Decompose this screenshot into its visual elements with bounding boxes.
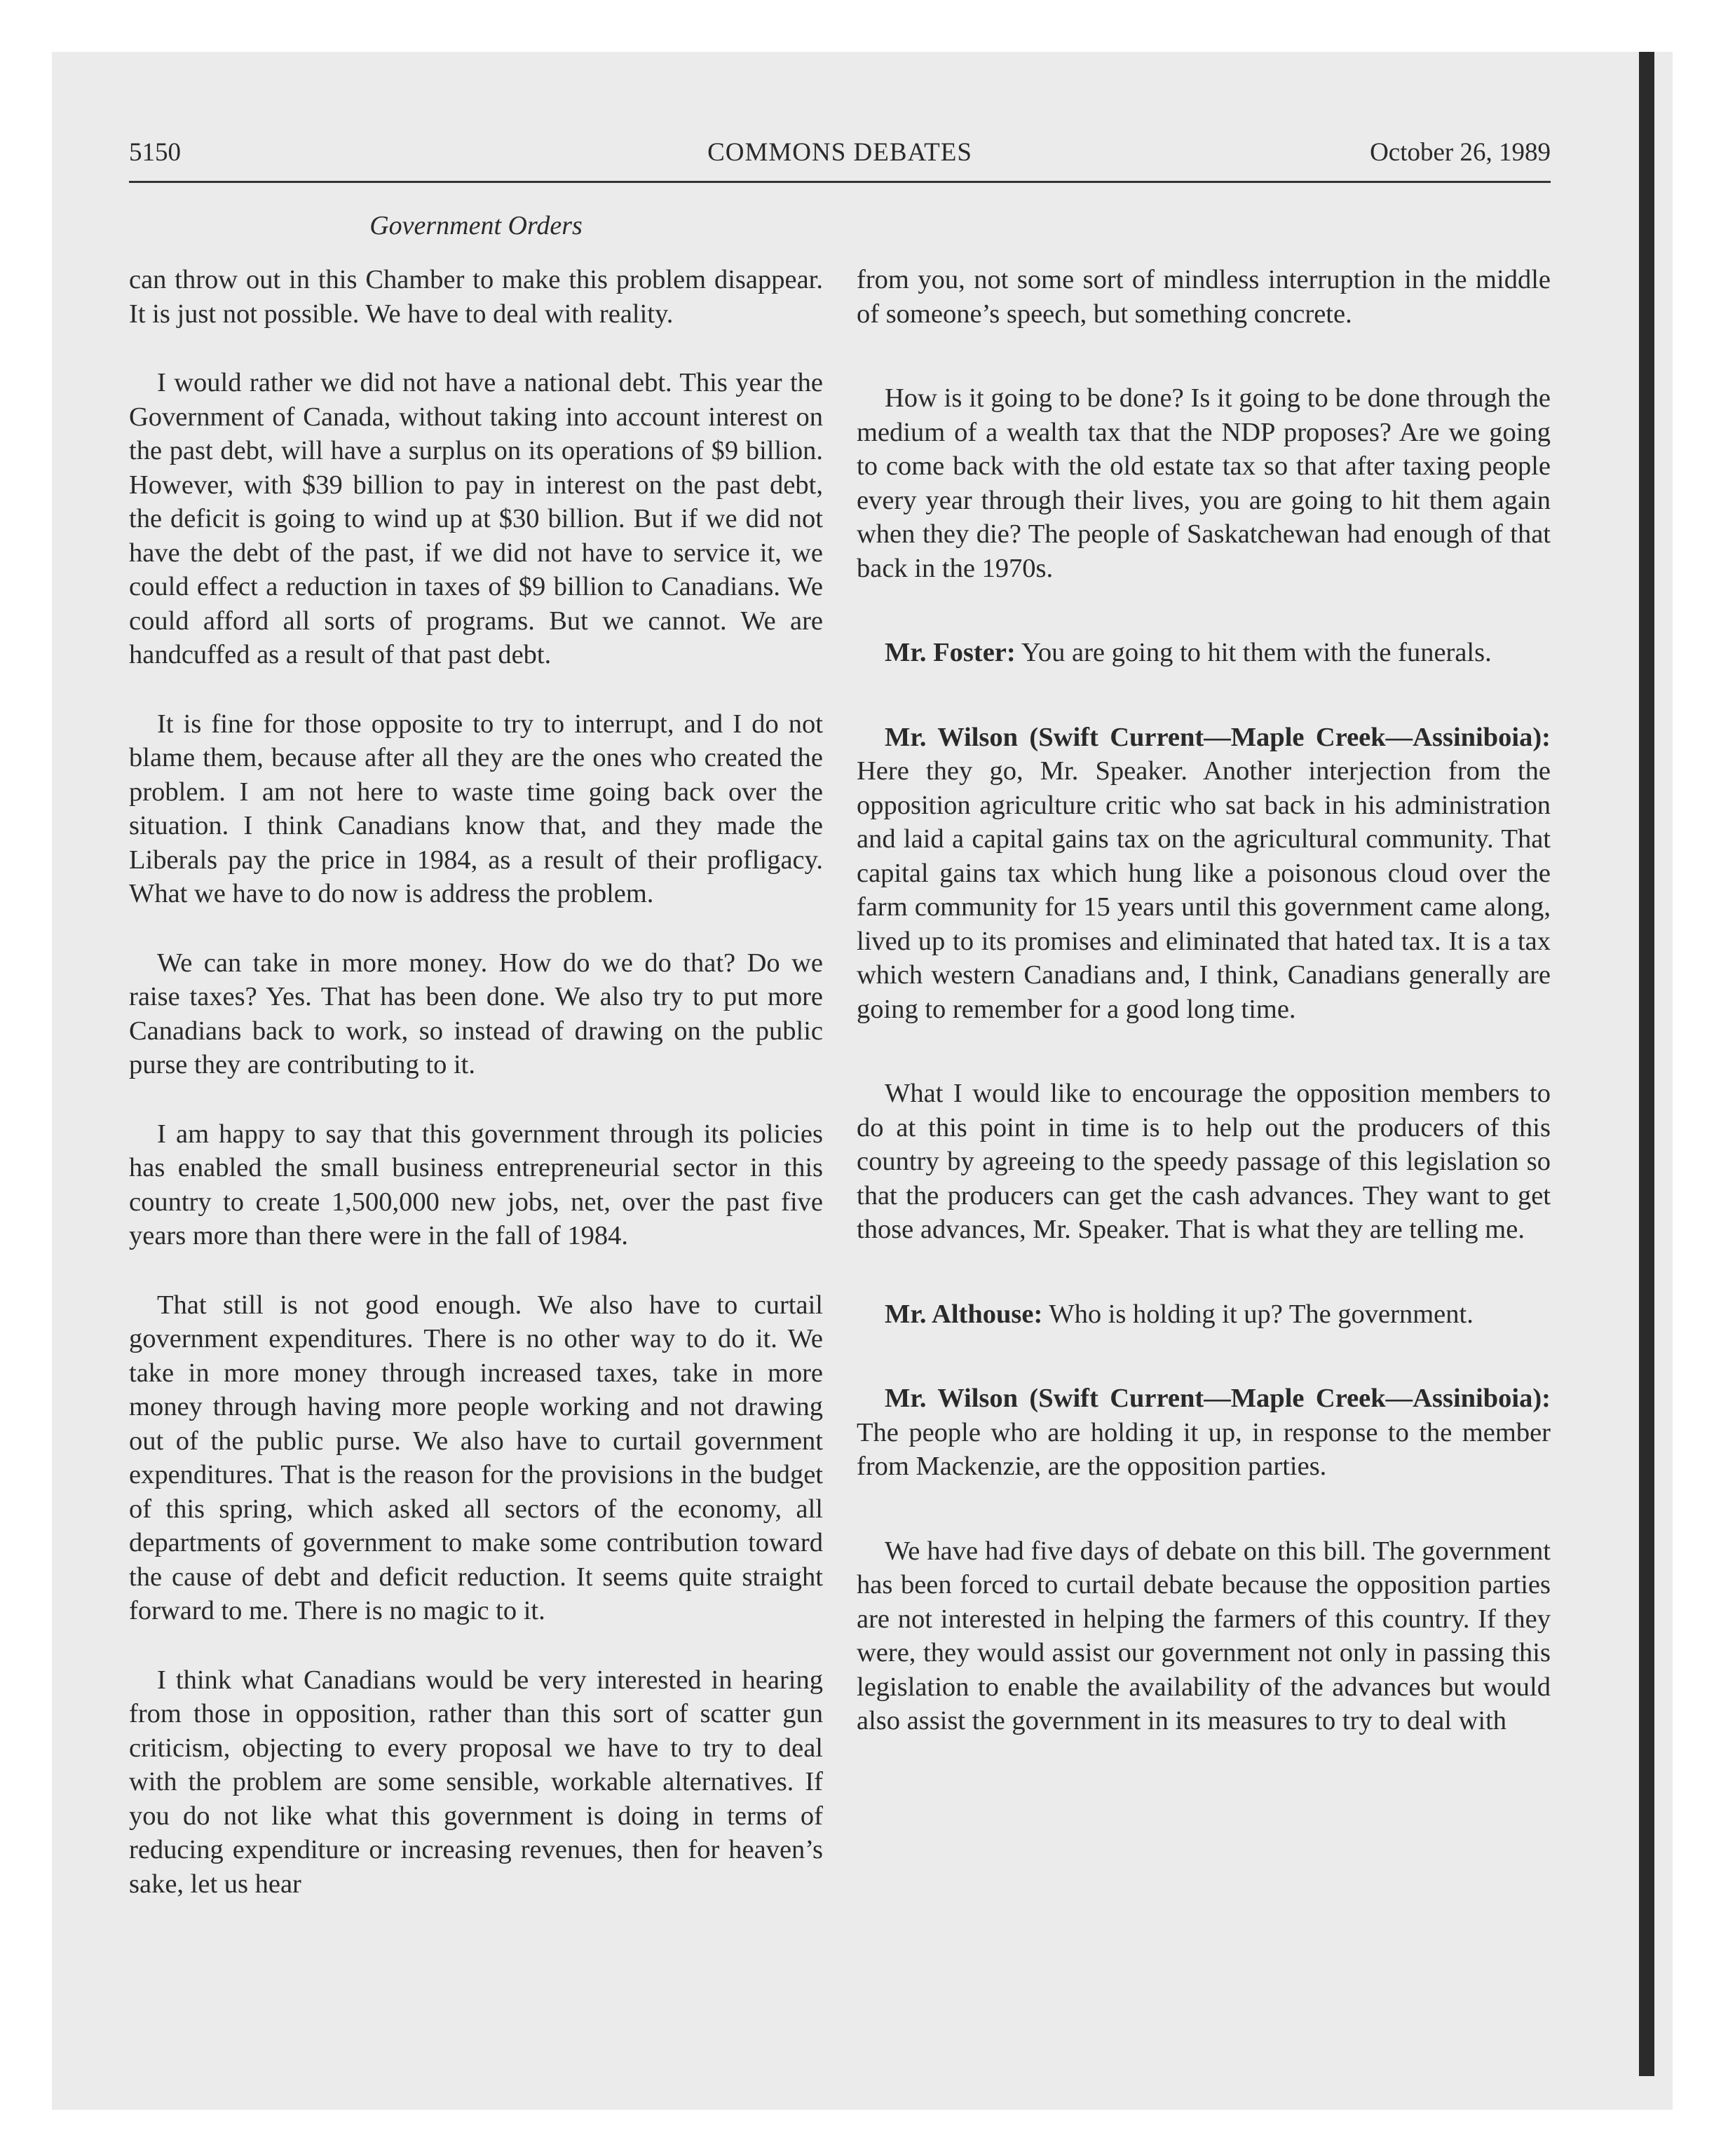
speaker-name: Mr. Althouse: (885, 1299, 1043, 1329)
paragraph-text: I am happy to say that this government through its policies has enabled the small business entrepreneurial sector in this country to create 1,500,000 new jobs, net, over the past five years more than there were in the fall of 1984. (129, 1119, 823, 1250)
speaker-name: Mr. Wilson (Swift Current—Maple Creek—Assiniboia): (885, 1384, 1551, 1413)
paragraph (129, 1117, 823, 1253)
paragraph-text: from you, not some sort of mindless interruption in the middle of someone’s speech, but something concrete. (857, 265, 1551, 329)
paragraph (129, 263, 823, 331)
paragraph (857, 1077, 1551, 1247)
paragraph-text: That still is not good enough. We also have to curtail government expenditures. There is no other way to do it. We take in more money through increased taxes, take in more money through having more people working and not drawing out of the public purse. We also have to curtail government expenditures. That is the reason for the provisions in the budget of this spring, which asked all sectors of the economy, all departments of government to make some contribution toward the cause of debt and deficit reduction. It seems quite straight forward to me. There is no magic to it. (129, 1290, 823, 1625)
speech-paragraph (857, 1381, 1551, 1484)
page-header (129, 137, 1551, 179)
paragraph (857, 263, 1551, 331)
paragraph-text: can throw out in this Chamber to make this problem disappear. It is just not possible. We have to deal with reality. (129, 265, 823, 329)
header-rule (129, 181, 1551, 183)
paragraph (857, 381, 1551, 585)
journal-title: COMMONS DEBATES (707, 138, 972, 167)
paragraph-text: I think what Canadians would be very interested in hearing from those in opposition, rather than this sort of scatter gun criticism, objecting to every proposal we have to try to deal with the problem are some sensible, workable alternatives. If you do not like what this government is doing in terms of reducing expenditure or increasing revenues, then for heaven’s sake, let us hear (129, 1665, 823, 1899)
section-title: Government Orders (369, 211, 583, 240)
paragraph-text: It is fine for those opposite to try to interrupt, and I do not blame them, because after all they are the ones who created the problem. I am not here to waste time going back over the situation. I think Canadians know that, and they made the Liberals pay the price in 1984, as a result of their profligacy. What we have to do now is address the problem. (129, 709, 823, 908)
paragraph-text: Who is holding it up? The government. (1049, 1299, 1474, 1329)
speech-paragraph (857, 721, 1551, 1027)
paragraph (129, 1663, 823, 1902)
left-column (129, 263, 823, 1901)
paragraph (857, 1534, 1551, 1738)
paragraph-text: I would rather we did not have a national debt. This year the Government of Canada, without taking into account interest on the past debt, will have a surplus on its operations of $9 billion. However, with $39 billion to pay in interest on the past debt, the deficit is going to wind up at $30 billion. But if we did not have the debt of the past, if we did not have to service it, we could effect a reduction in taxes of $9 billion to Canadians. We could afford all sorts of programs. But we cannot. We are handcuffed as a result of that past debt. (129, 368, 823, 669)
paragraph-text: What I would like to encourage the opposition members to do at this point in time is to help out the producers of this country by agreeing to the speedy passage of this legislation so that the producers can get the cash advances. They want to get those advances, Mr. Speaker. That is what they are telling me. (857, 1079, 1551, 1244)
speaker-name: Mr. Foster: (885, 638, 1016, 667)
paragraph-text: How is it going to be done? Is it going to be done through the medium of a wealth tax that the NDP proposes? Are we going to come back with the old estate tax so that after taxing people every year through their lives, you are going to hit them again when they die? The people of Saskatchewan had enough of that back in the 1970s. (857, 383, 1551, 583)
paragraph-text: The people who are holding it up, in response to the member from Mackenzie, are the opposition parties. (857, 1417, 1551, 1481)
page-number: 5150 (129, 138, 181, 167)
paragraph-text: Here they go, Mr. Speaker. Another interjection from the opposition agriculture critic who sat back in his administration and laid a capital gains tax on the agricultural community. That capital gains tax which hung like a poisonous cloud over the farm community for 15 years until this government came along, lived up to its promises and eliminated that hated tax. It is a tax which western Canadians and, I think, Canadians generally are going to remember for a good long time. (857, 756, 1551, 1024)
scan-edge-shadow (1639, 52, 1654, 2076)
speech-paragraph (857, 1297, 1551, 1332)
paragraph-text: You are going to hit them with the funerals. (1021, 638, 1492, 667)
paragraph (129, 707, 823, 911)
paragraph (129, 946, 823, 1082)
speech-paragraph (857, 636, 1551, 670)
paragraph-text: We can take in more money. How do we do that? Do we raise taxes? Yes. That has been done. We also try to put more Canadians back to work, so instead of drawing on the public purse they are contributing to it. (129, 948, 823, 1079)
speaker-name: Mr. Wilson (Swift Current—Maple Creek—Assiniboia): (885, 722, 1551, 752)
paragraph (129, 366, 823, 672)
publication-date: October 26, 1989 (1370, 138, 1551, 167)
paragraph-text: We have had five days of debate on this bill. The government has been forced to curtail debate because the opposition parties are not interested in helping the farmers of this country. If they were, they would assist our government not only in passing this legislation to enable the availability of the advances but would also assist the government in its measures to try to deal with (857, 1536, 1551, 1735)
paragraph (129, 1288, 823, 1628)
right-column (857, 263, 1551, 1738)
